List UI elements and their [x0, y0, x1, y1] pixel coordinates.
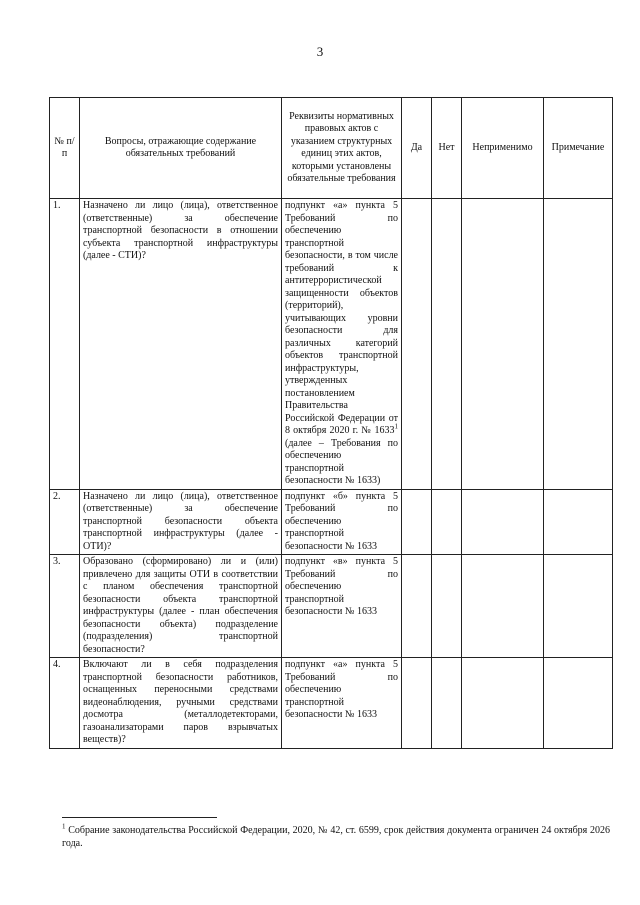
row-question: Образовано (сформировано) ли и (или) привлечено для защиты ОТИ в соответствии с планом обеспечения транспортной безопасности объекта транспортной инфраструктуры (далее - план обеспечения безопасности объекта) подразделение (подразделения) транспортной безопасности? [80, 555, 282, 658]
header-no: Нет [432, 98, 462, 199]
table-row [50, 489, 613, 555]
row-number: 1. [50, 199, 80, 490]
cell-not-applicable[interactable] [462, 489, 544, 555]
header-yes: Да [402, 98, 432, 199]
requisite-text: подпункт «а» пункта 5 Требований по обеспечению транспортной безопасности, в том числе требований к антитеррористической защищенности объектов (территорий), учитывающих уровни безопасности для различных категорий объектов транспортной инфраструктуры, утвержденных постановлением Правительства Российской Федерации от 8 октября 2020 г. № 1633 [285, 200, 398, 436]
cell-yes[interactable] [402, 489, 432, 555]
cell-not-applicable[interactable] [462, 555, 544, 658]
page-number: 3 [316, 44, 324, 59]
cell-no[interactable] [432, 658, 462, 749]
cell-no[interactable] [432, 199, 462, 490]
cell-yes[interactable] [402, 199, 432, 490]
header-requisites: Реквизиты нормативных правовых актов с указанием структурных единиц этих актов, которыми установлены обязательные требования [282, 98, 402, 199]
cell-note[interactable] [544, 489, 613, 555]
checklist-table [49, 97, 613, 749]
row-number: 3. [50, 555, 80, 658]
footnote [62, 824, 610, 850]
row-question: Назначено ли лицо (лица), ответственное (ответственные) за обеспечение транспортной безопасности в отношении субъекта транспортной инфраструктуры (далее - СТИ)? [80, 199, 282, 490]
footnote-ref: 1 [394, 422, 398, 431]
table-row [50, 199, 613, 490]
row-question: Включают ли в себя подразделения транспортной безопасности работников, оснащенных переносными средствами видеонаблюдения, ручными средствами досмотра (металлодетекторами, газоанализаторами паров взрывчатых веществ)? [80, 658, 282, 749]
row-question: Назначено ли лицо (лица), ответственное (ответственные) за обеспечение транспортной безопасности объекта транспортной инфраструктуры (далее - ОТИ)? [80, 489, 282, 555]
row-requisite: подпункт «а» пункта 5 Требований по обеспечению транспортной безопасности № 1633 [282, 658, 402, 749]
header-num: № п/п [50, 98, 80, 199]
cell-note[interactable] [544, 658, 613, 749]
cell-yes[interactable] [402, 555, 432, 658]
cell-note[interactable] [544, 555, 613, 658]
row-requisite [282, 199, 402, 490]
cell-not-applicable[interactable] [462, 658, 544, 749]
cell-no[interactable] [432, 555, 462, 658]
footnote-divider [62, 817, 217, 818]
table-row [50, 658, 613, 749]
row-requisite: подпункт «в» пункта 5 Требований по обеспечению транспортной безопасности № 1633 [282, 555, 402, 658]
cell-not-applicable[interactable] [462, 199, 544, 490]
table-row [50, 555, 613, 658]
cell-no[interactable] [432, 489, 462, 555]
row-number: 4. [50, 658, 80, 749]
cell-yes[interactable] [402, 658, 432, 749]
header-note: Примечание [544, 98, 613, 199]
table-header-row [50, 98, 613, 199]
header-question: Вопросы, отражающие содержание обязательных требований [80, 98, 282, 199]
cell-note[interactable] [544, 199, 613, 490]
header-not-applicable: Неприменимо [462, 98, 544, 199]
row-number: 2. [50, 489, 80, 555]
row-requisite: подпункт «б» пункта 5 Требований по обеспечению транспортной безопасности № 1633 [282, 489, 402, 555]
footnote-text: Собрание законодательства Российской Федерации, 2020, № 42, ст. 6599, срок действия документа ограничен 24 октября 2026 года. [62, 825, 610, 849]
requisite-tail: (далее – Требования по обеспечению транспортной безопасности № 1633) [285, 437, 398, 486]
footnote-mark: 1 [62, 822, 66, 831]
